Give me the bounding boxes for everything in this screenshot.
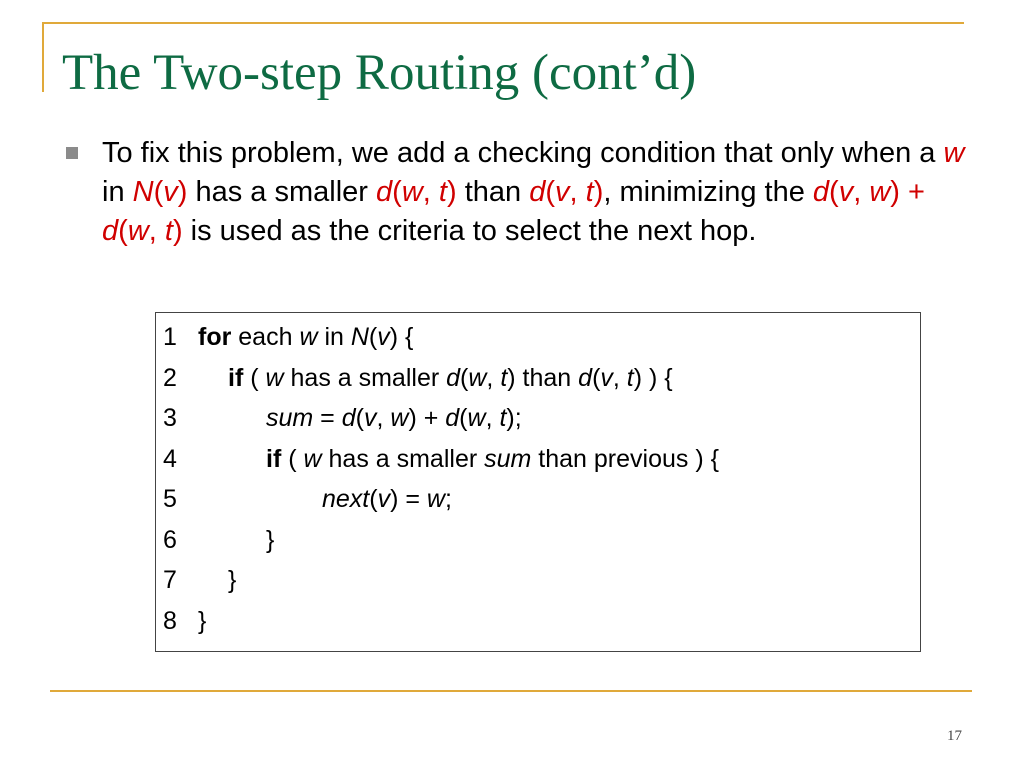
line-number: 2	[163, 363, 177, 392]
var-t: t	[499, 404, 507, 432]
paren-plus: ) +	[890, 176, 925, 208]
var-d: d	[445, 404, 460, 432]
paren: )	[177, 176, 188, 208]
var-d: d	[376, 176, 393, 208]
var-w: w	[127, 215, 149, 247]
var-w: w	[943, 137, 965, 169]
comma: ,	[569, 176, 586, 208]
var-v: v	[363, 404, 377, 432]
code-run: (	[459, 404, 468, 432]
code-run: ) =	[390, 485, 427, 513]
left-vertical-rule	[42, 22, 44, 92]
var-next: next	[322, 485, 370, 513]
text-run: in	[102, 176, 133, 208]
code-text: }	[266, 525, 275, 554]
var-w: w	[426, 485, 445, 513]
code-run: ) {	[389, 323, 414, 351]
var-t: t	[585, 176, 594, 208]
var-t: t	[164, 215, 173, 247]
code-line-4	[156, 439, 920, 480]
var-t: t	[626, 363, 634, 392]
var-w: w	[390, 404, 409, 432]
var-v: v	[600, 363, 613, 392]
line-number: 6	[163, 525, 177, 554]
text-run: than	[456, 176, 530, 208]
var-d: d	[341, 404, 356, 432]
comma: ,	[422, 176, 439, 208]
paren: (	[153, 176, 164, 208]
text-run: is used as the criteria to select the next hop.	[182, 215, 757, 247]
paren: )	[446, 176, 457, 208]
var-v: v	[838, 176, 854, 208]
var-w: w	[265, 363, 284, 392]
paren: )	[172, 215, 183, 247]
code-run: ) ) {	[633, 363, 673, 392]
bullet-text	[102, 134, 966, 251]
code-run: ,	[486, 363, 501, 392]
var-w: w	[467, 404, 486, 432]
top-horizontal-rule	[42, 22, 964, 24]
code-run: );	[506, 404, 522, 432]
bottom-horizontal-rule	[50, 690, 972, 692]
code-line-6	[156, 520, 920, 561]
page-number: 17	[947, 728, 962, 744]
code-line-5	[156, 479, 920, 520]
text-run: To fix this problem, we add a checking condition that only when a	[102, 137, 944, 169]
var-v: v	[163, 176, 178, 208]
var-w: w	[303, 444, 322, 473]
code-run: than previous ) {	[531, 444, 719, 473]
code-run: =	[313, 404, 342, 432]
keyword-for: for	[198, 323, 232, 351]
line-number: 7	[163, 566, 177, 594]
var-sum: sum	[266, 404, 314, 432]
var-w: w	[299, 323, 318, 351]
line-number: 3	[163, 404, 177, 432]
var-d: d	[446, 363, 461, 392]
var-t: t	[438, 176, 447, 208]
line-number: 5	[163, 485, 177, 513]
text-run: has a smaller	[187, 176, 377, 208]
code-text	[228, 358, 673, 399]
code-line-8	[156, 601, 920, 642]
var-d: d	[578, 363, 593, 392]
code-run: ) than	[507, 363, 579, 392]
code-run: (	[460, 363, 469, 392]
paren: (	[392, 176, 402, 208]
line-number: 1	[163, 323, 177, 351]
comma: ,	[853, 176, 870, 208]
bullet-square-icon	[66, 147, 78, 159]
code-run: ,	[376, 404, 391, 432]
code-run: ,	[485, 404, 500, 432]
var-sum: sum	[484, 444, 532, 473]
code-line-3	[156, 398, 920, 439]
paren: (	[829, 176, 839, 208]
code-run: (	[243, 363, 266, 392]
code-run: has a smaller	[283, 363, 447, 392]
code-text	[322, 479, 452, 520]
var-v: v	[377, 485, 391, 513]
code-run: ;	[444, 485, 452, 513]
code-text: }	[198, 606, 207, 635]
code-run: has a smaller	[321, 444, 485, 473]
paren: (	[545, 176, 556, 208]
var-t: t	[500, 363, 508, 392]
code-text	[266, 439, 719, 480]
var-N: N	[350, 323, 369, 351]
var-d: d	[102, 215, 119, 247]
pseudocode-box	[155, 312, 921, 652]
code-text	[266, 398, 522, 439]
var-d: d	[812, 176, 830, 208]
code-line-2	[156, 358, 920, 399]
var-v: v	[555, 176, 570, 208]
code-run: ) +	[408, 404, 446, 432]
code-text: }	[228, 566, 237, 594]
bullet-point	[66, 134, 966, 251]
slide-title: The Two-step Routing (cont’d)	[62, 45, 697, 101]
var-N: N	[132, 176, 154, 208]
code-line-1	[156, 317, 920, 358]
paren: )	[593, 176, 604, 208]
code-run: (	[368, 323, 378, 351]
paren: (	[118, 215, 128, 247]
comma: ,	[148, 215, 165, 247]
code-run: (	[281, 444, 304, 473]
code-run: (	[369, 485, 378, 513]
code-run: in	[317, 323, 351, 351]
var-w: w	[401, 176, 423, 208]
var-w: w	[869, 176, 891, 208]
code-run: each	[231, 323, 300, 351]
text-run: , minimizing the	[603, 176, 813, 208]
code-run: (	[592, 363, 601, 392]
keyword-if: if	[266, 444, 282, 473]
code-run: (	[355, 404, 364, 432]
keyword-if: if	[228, 363, 244, 392]
line-number: 4	[163, 444, 177, 473]
code-line-7	[156, 560, 920, 601]
code-run: ,	[612, 363, 627, 392]
line-number: 8	[163, 606, 177, 635]
code-text	[198, 317, 413, 358]
var-v: v	[377, 323, 390, 351]
var-d: d	[529, 176, 546, 208]
var-w: w	[468, 363, 487, 392]
